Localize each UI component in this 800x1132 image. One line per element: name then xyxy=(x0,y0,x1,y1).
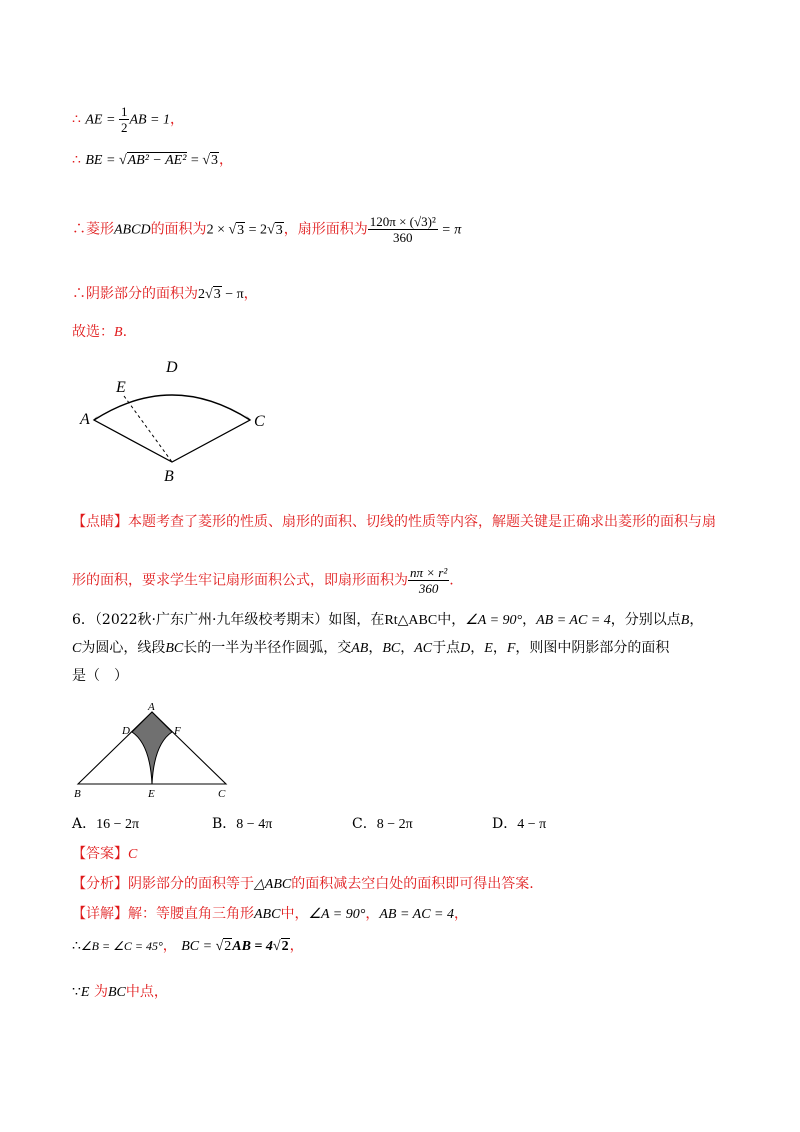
label-a: A xyxy=(148,701,155,713)
therefore-symbol: ∴ xyxy=(72,111,81,128)
analysis-line: 【分析】阴影部分的面积等于△ABC的面积减去空白处的面积即可得出答案. xyxy=(72,876,534,892)
fraction-half: $\frac{1}{2}$ xyxy=(120,104,128,135)
key-point-line2: 形的面积，要求学生牢记扇形面积公式，即扇形面积为 $\frac{\text{nπ × r²}}{360}$ . xyxy=(72,565,454,596)
option-c[interactable]: C．8 − 2π xyxy=(352,816,413,832)
question6-line2: C为圆心，线段BC长的一半为半径作圆弧，交AB，BC，AC于点D，E，F，则图中阴影部分的面积 xyxy=(72,640,670,656)
key-point-line1: 【点睛】本题考查了菱形的性质、扇形的面积、切线的性质等内容，解题关键是正确求出菱形的面积与扇 xyxy=(72,514,716,530)
solution-choice: 故选：B. xyxy=(72,324,128,340)
question6-line1: 6．（2022秋·广东广州·九年级校考期末）如图，在Rt△ABC中，∠A = 90°，AB = AC = 4，分别以点B， xyxy=(72,612,704,628)
sector-area-fraction: $\frac{\text{120π × (√3)²}}{360}$ xyxy=(369,214,436,245)
detail-line2: ∴∠B = ∠C = 45°， BC = √2AB = 4√2， xyxy=(72,938,304,954)
question6-line3: 是（ ） xyxy=(72,668,128,684)
label-d: D xyxy=(166,359,178,376)
answer-line: 【答案】C xyxy=(72,846,138,862)
option-a[interactable]: A．16 − 2π xyxy=(72,816,140,832)
label-a: A xyxy=(80,411,90,428)
option-b[interactable]: B．8 − 4π xyxy=(212,816,273,832)
label-c: C xyxy=(254,413,265,430)
solution-line-ae: ∴ AE = $\frac{1}{2}$ AB = 1， xyxy=(72,104,184,135)
label-f: F xyxy=(174,725,181,737)
sector-formula: $\frac{\text{nπ × r²}}{360}$ xyxy=(410,565,448,596)
rhombus-sector-figure xyxy=(76,356,276,488)
label-b: B xyxy=(74,788,81,800)
label-d: D xyxy=(122,725,130,737)
triangle-arcs-figure xyxy=(72,700,242,800)
detail-line1: 【详解】解：等腰直角三角形ABC中，∠A = 90°，AB = AC = 4， xyxy=(72,906,468,922)
detail-line3: ∵E 为BC中点， xyxy=(72,984,168,1000)
solution-line-be: ∴ BE = √AB² − AE² = √3， xyxy=(72,152,234,168)
label-e: E xyxy=(148,788,155,800)
label-c: C xyxy=(218,788,226,800)
label-e: E xyxy=(116,379,126,396)
solution-line-areas: ∴菱形ABCD的面积为2 × √3 = 2√3，扇形面积为 $\frac{\text{120π × (√3)²}}{360}$ = π xyxy=(72,214,462,245)
option-d[interactable]: D．4 − π xyxy=(492,816,547,832)
solution-line-shaded: ∴阴影部分的面积为2√3 − π， xyxy=(72,286,258,302)
shaded-region xyxy=(132,712,172,784)
label-b: B xyxy=(164,468,174,485)
